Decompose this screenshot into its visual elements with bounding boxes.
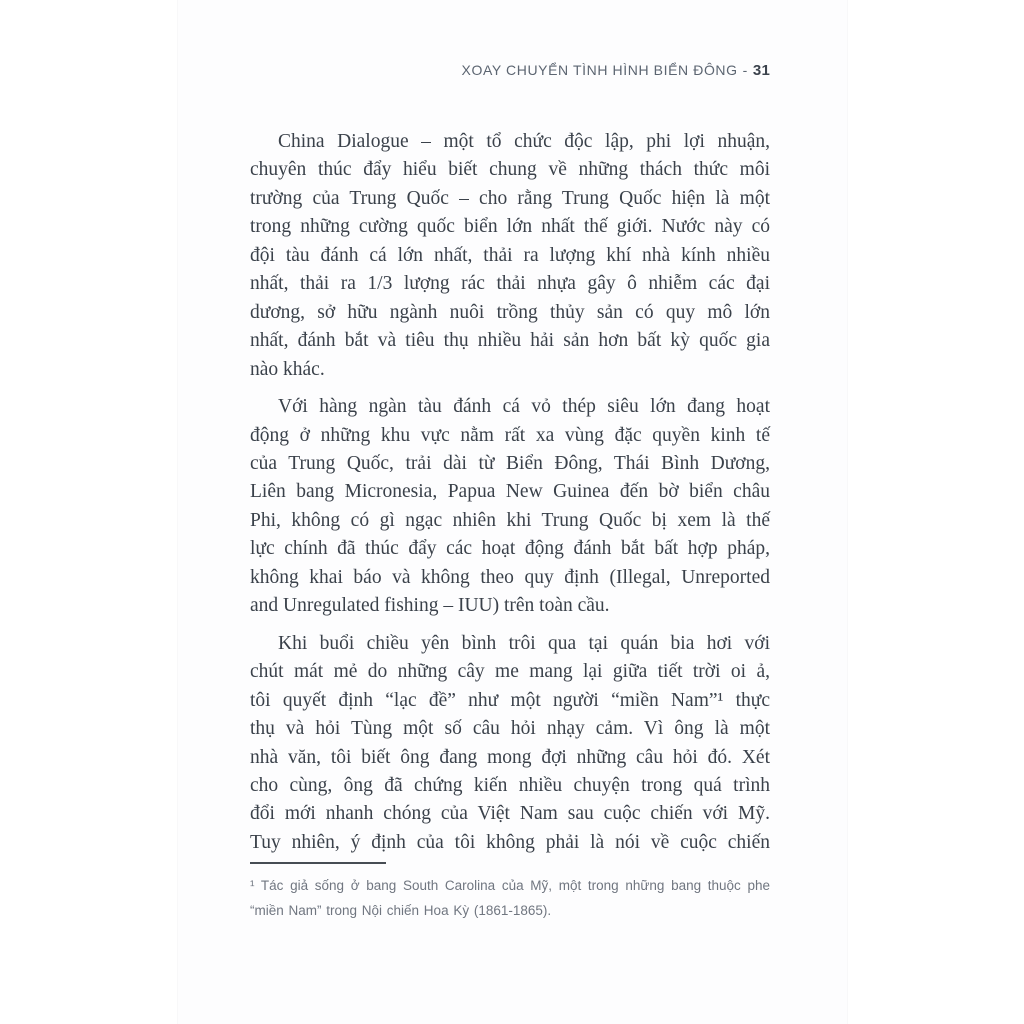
text-line: China Dialogue – một tổ chức độc lập, phi lợi nhuận, [278, 131, 770, 152]
text-line: động ở những khu vực nằm rất xa vùng đặc quyền kinh tế [250, 424, 770, 446]
text-line: trường của Trung Quốc – cho rằng Trung Quốc hiện là một [250, 187, 770, 209]
paragraph [250, 393, 770, 621]
text-line: Phi, không có gì ngạc nhiên khi Trung Quốc bị xem là thế [250, 509, 770, 531]
text-line: đổi mới nhanh chóng của Việt Nam sau cuộc chiến với Mỹ. [250, 803, 770, 825]
text-line: Với hàng ngàn tàu đánh cá vỏ thép siêu lớn đang hoạt [278, 396, 770, 418]
footnote [250, 862, 770, 923]
text-line: lực chính đã thúc đẩy các hoạt động đánh bắt bất hợp pháp, [250, 538, 770, 560]
text-line: ¹ Tác giả sống ở bang South Carolina của Mỹ, một trong những bang thuộc phe [250, 878, 770, 893]
text-line: “miền Nam” trong Nội chiến Hoa Kỳ (1861-1865). [250, 903, 552, 918]
running-header-title: XOAY CHUYỂN TÌNH HÌNH BIỂN ĐÔNG [461, 62, 738, 78]
text-line: dương, sở hữu ngành nuôi trồng thủy sản có quy mô lớn [250, 301, 770, 323]
text-line: chút mát mẻ do những cây me mang lại giữa tiết trời oi ả, [250, 661, 770, 683]
text-line: của Trung Quốc, trải dài từ Biển Đông, Thái Bình Dương, [250, 452, 770, 474]
body-text [250, 128, 770, 857]
footnote-text [250, 873, 770, 923]
page [178, 0, 847, 1024]
text-line: Liên bang Micronesia, Papua New Guinea đến bờ biển châu [250, 481, 770, 503]
text-line: đội tàu đánh cá lớn nhất, thải ra lượng khí nhà kính nhiều [250, 244, 770, 266]
text-line: nhất, đánh bắt và tiêu thụ nhiều hải sản hơn bất kỳ quốc gia [250, 330, 770, 352]
text-line: nhà văn, tôi biết ông đang mong đợi những câu hỏi đó. Xét [250, 746, 770, 768]
text-line: chuyên thúc đẩy hiểu biết chung về những thách thức môi [250, 159, 770, 181]
text-line: nhất, thải ra 1/3 lượng rác thải nhựa gây ô nhiễm các đại [250, 273, 770, 295]
text-line: Tuy nhiên, ý định của tôi không phải là nói về cuộc chiến [250, 831, 770, 853]
text-line: cho cùng, ông đã chứng kiến nhiều chuyện trong quá trình [250, 774, 770, 796]
paragraph [250, 630, 770, 858]
running-header [250, 62, 770, 79]
running-header-separator: - [742, 62, 748, 78]
text-line: thụ và hỏi Tùng một số câu hỏi nhạy cảm. Vì ông là một [250, 718, 770, 740]
text-line: nào khác. [250, 358, 325, 380]
text-line: and Unregulated fishing – IUU) trên toàn cầu. [250, 595, 610, 617]
page-number: 31 [752, 62, 770, 79]
paragraph [250, 128, 770, 384]
text-line: tôi quyết định “lạc đề” như một người “miền Nam”¹ thực [250, 689, 770, 711]
text-line: trong những cường quốc biển lớn nhất thế giới. Nước này có [250, 216, 770, 238]
footnote-rule [250, 862, 386, 864]
text-line: Khi buổi chiều yên bình trôi qua tại quán bia hơi với [278, 632, 770, 654]
text-line: không khai báo và không theo quy định (Illegal, Unreported [250, 566, 770, 588]
